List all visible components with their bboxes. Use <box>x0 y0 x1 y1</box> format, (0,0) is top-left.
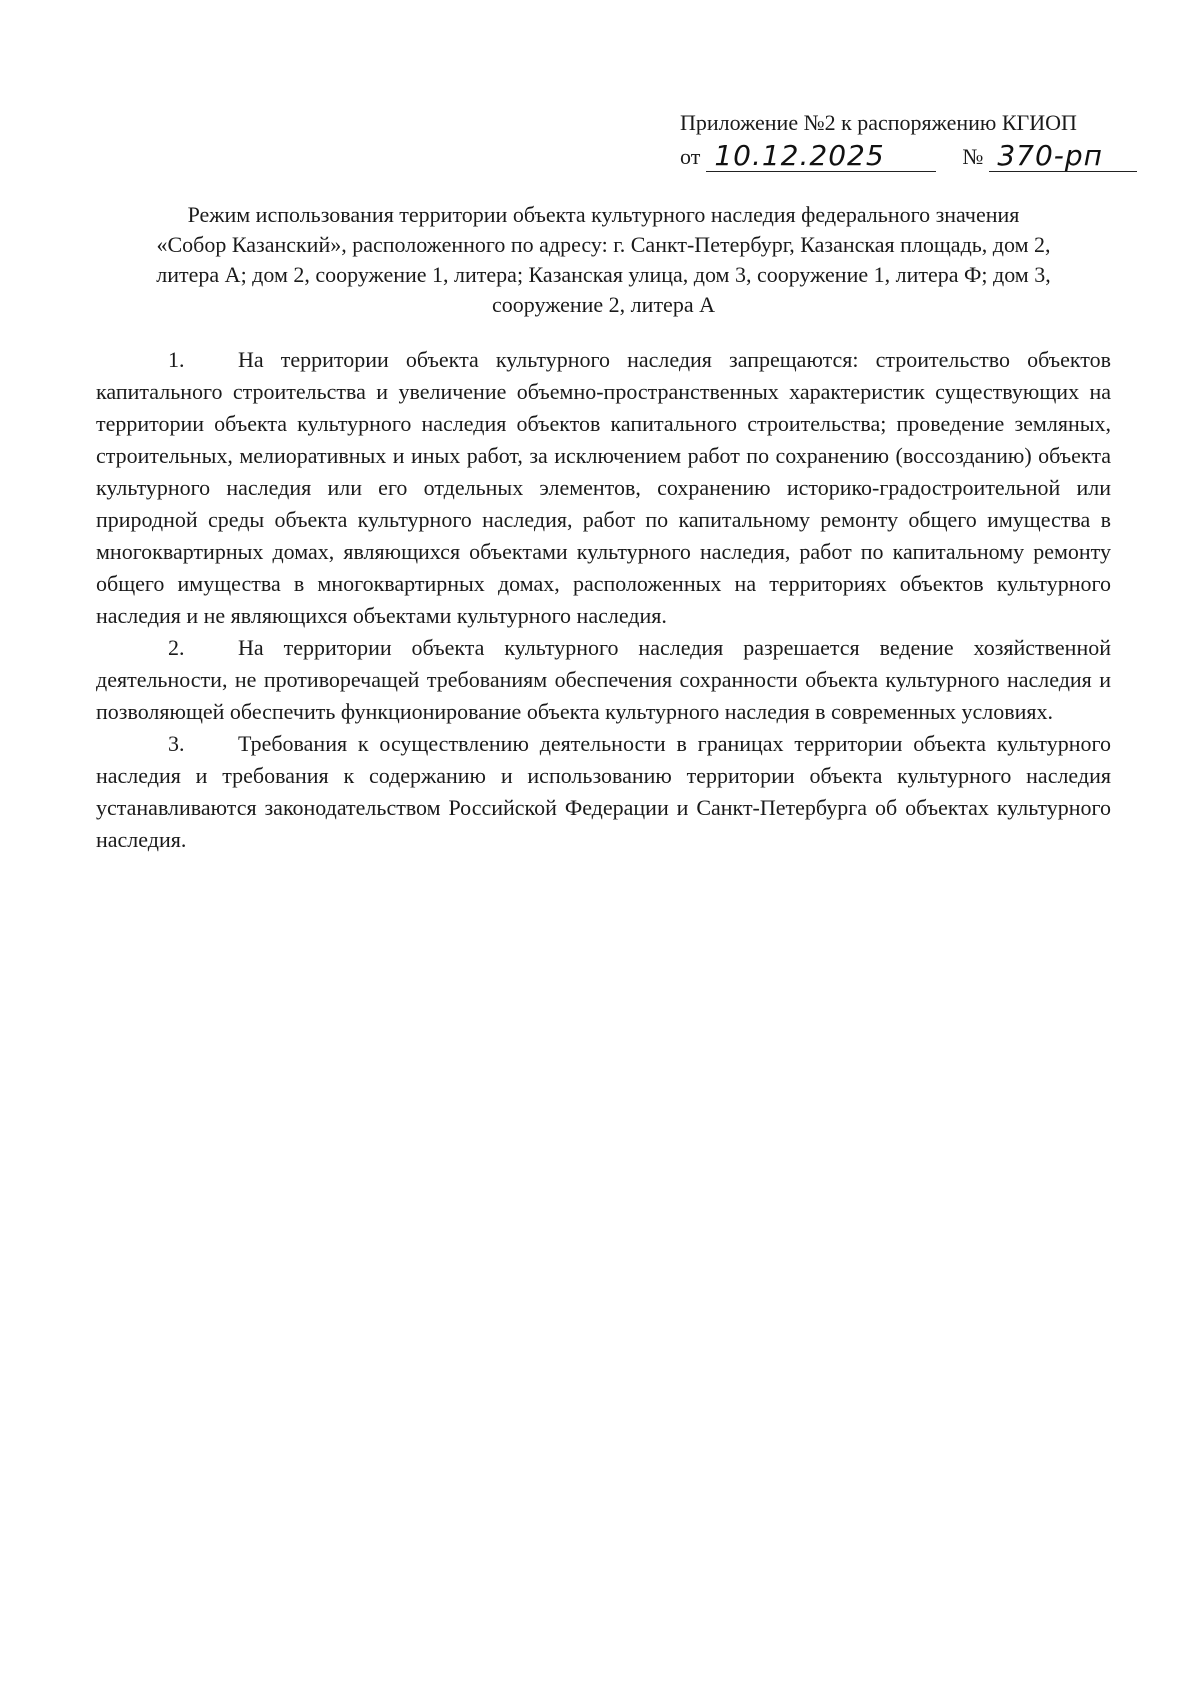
paragraph-number: 3. <box>168 731 185 756</box>
paragraph-number: 1. <box>168 347 185 372</box>
appendix-title: Приложение №2 к распоряжению КГИОП <box>680 110 1077 135</box>
number-label: № <box>962 144 984 169</box>
paragraph-number: 2. <box>168 635 185 660</box>
appendix-header <box>680 108 1140 172</box>
title-line: Режим использования территории объекта культурного наследия федерального значения <box>187 202 1020 227</box>
paragraph-1 <box>96 344 1111 632</box>
handwritten-number: 370-рп <box>989 141 1137 172</box>
document-body <box>96 344 1111 856</box>
paragraph-text: Требования к осуществлению деятельности в границах территории объекта культурного наследия и требования к содержанию и использованию территории объекта культурного наследия устанавливаются законодательством Российской Федерации и Санкт-Петербурга об объектах культурного наследия. <box>96 731 1111 852</box>
paragraph-text: На территории объекта культурного наследия запрещаются: строительство объектов капитального строительства и увеличение объемно-пространственных характеристик существующих на территории объекта культурного наследия объектов капитального строительства; проведение земляных, строительных, мелиоративных и иных работ, за исключением работ по сохранению (воссозданию) объекта культурного наследия или его отдельных элементов, сохранению историко-градостроительной или природной среды объекта культурного наследия, работ по капитальному ремонту общего имущества в многоквартирных домах, являющихся объектами культурного наследия, работ по капитальному ремонту общего имущества в многоквартирных домах, расположенных на территориях объектов культурного наследия и не являющихся объектами культурного наследия. <box>96 347 1111 628</box>
handwritten-date: 10.12.2025 <box>706 141 936 172</box>
document-title <box>96 200 1111 320</box>
title-line: сооружение 2, литера А <box>492 292 715 317</box>
appendix-date-number-line <box>680 138 1140 172</box>
paragraph-2 <box>96 632 1111 728</box>
paragraph-3 <box>96 728 1111 856</box>
date-label: от <box>680 144 701 169</box>
paragraph-text: На территории объекта культурного наследия разрешается ведение хозяйственной деятельности, не противоречащей требованиям обеспечения сохранности объекта культурного наследия и позволяющей обеспечить функционирование объекта культурного наследия в современных условиях. <box>96 635 1111 724</box>
title-line: «Собор Казанский», расположенного по адресу: г. Санкт-Петербург, Казанская площадь, дом 2, <box>156 232 1051 257</box>
title-line: литера А; дом 2, сооружение 1, литера; Казанская улица, дом 3, сооружение 1, литера Ф; дом 3, <box>156 262 1051 287</box>
